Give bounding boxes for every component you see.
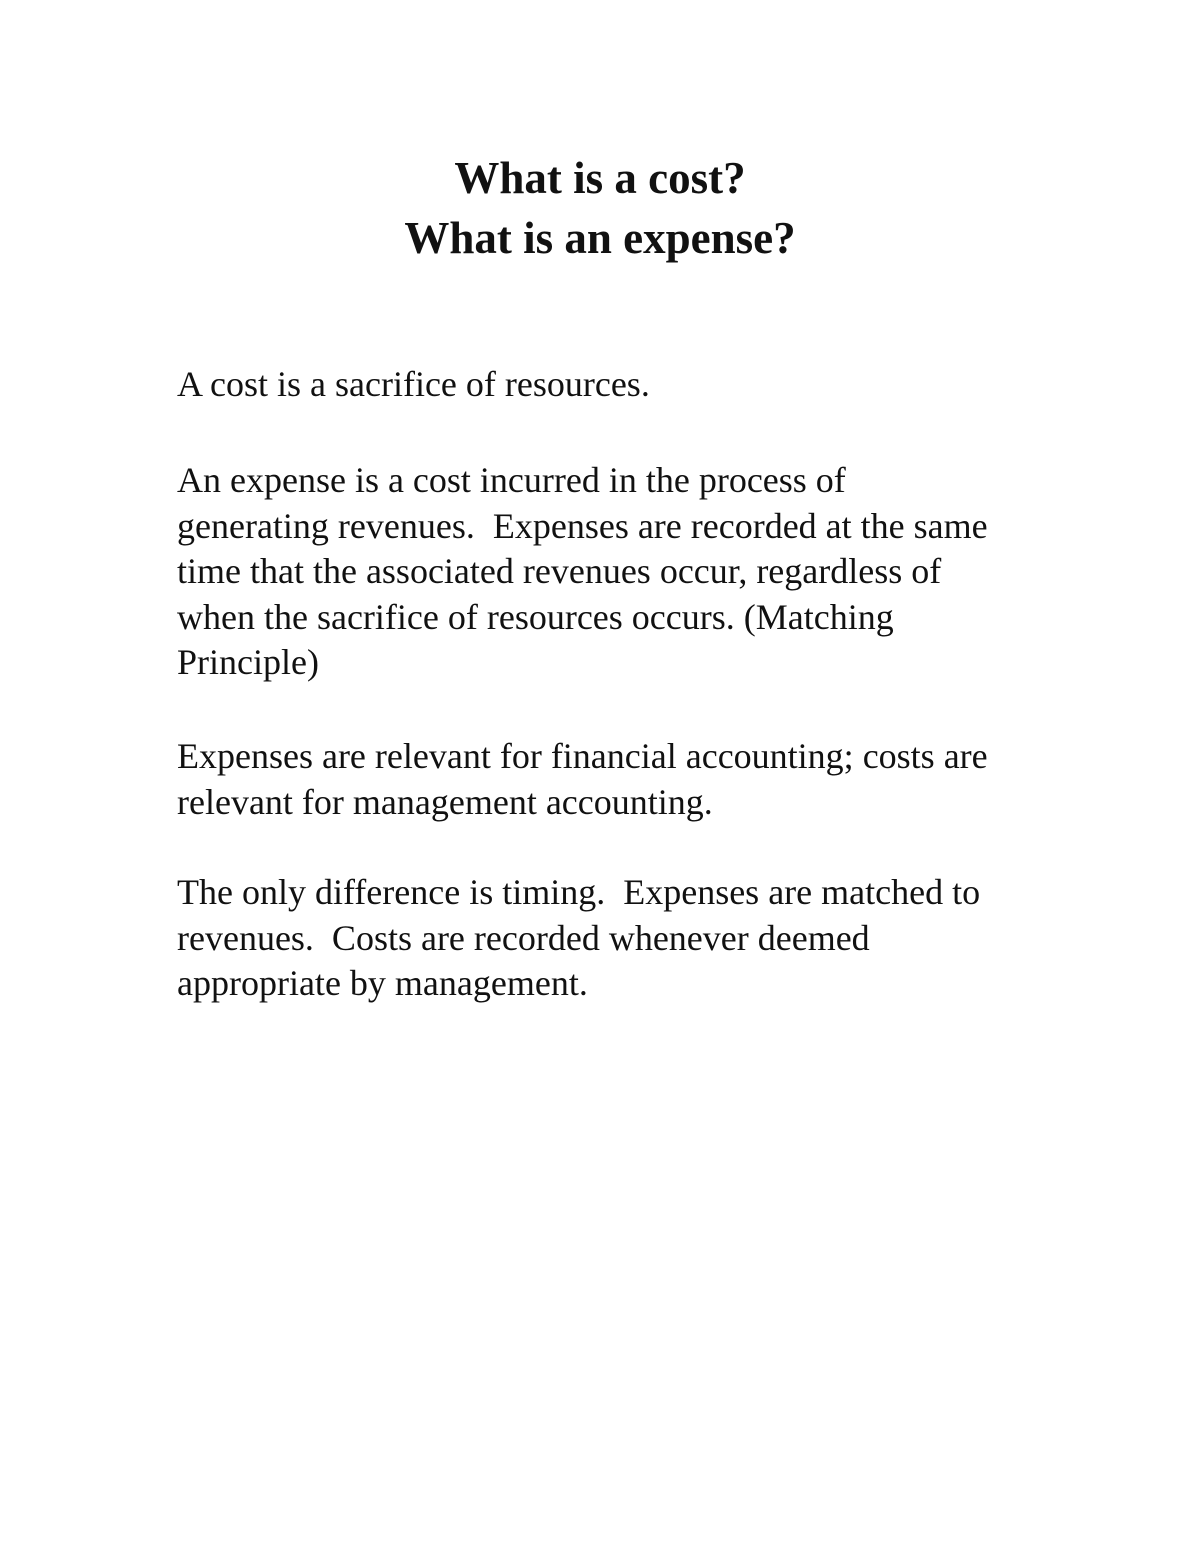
text-line: relevant for management accounting. <box>177 781 713 822</box>
page-title <box>0 148 1200 268</box>
text-line: The only difference is timing. Expenses are matched to <box>177 872 981 912</box>
title-line: What is a cost? <box>454 153 746 203</box>
paragraph-expense-definition <box>177 458 1077 686</box>
text-line: generating revenues. Expenses are recorded at the same <box>177 505 988 546</box>
text-line: appropriate by management. <box>177 963 588 1003</box>
text-line: An expense is a cost incurred in the process of <box>177 460 846 500</box>
text-line: time that the associated revenues occur, regardless of <box>177 551 942 591</box>
text-line: A cost is a sacrifice of resources. <box>177 364 650 404</box>
text-line: when the sacrifice of resources occurs. (Matching <box>177 596 894 637</box>
paragraph-relevance <box>177 734 1077 825</box>
text-line: Principle) <box>177 642 319 682</box>
text-line: revenues. Costs are recorded whenever deemed <box>177 917 870 958</box>
paragraph-cost-definition <box>177 362 1077 408</box>
title-line: What is an expense? <box>404 213 796 263</box>
paragraph-timing-difference <box>177 870 1077 1007</box>
text-line: Expenses are relevant for financial accounting; costs are <box>177 736 988 776</box>
